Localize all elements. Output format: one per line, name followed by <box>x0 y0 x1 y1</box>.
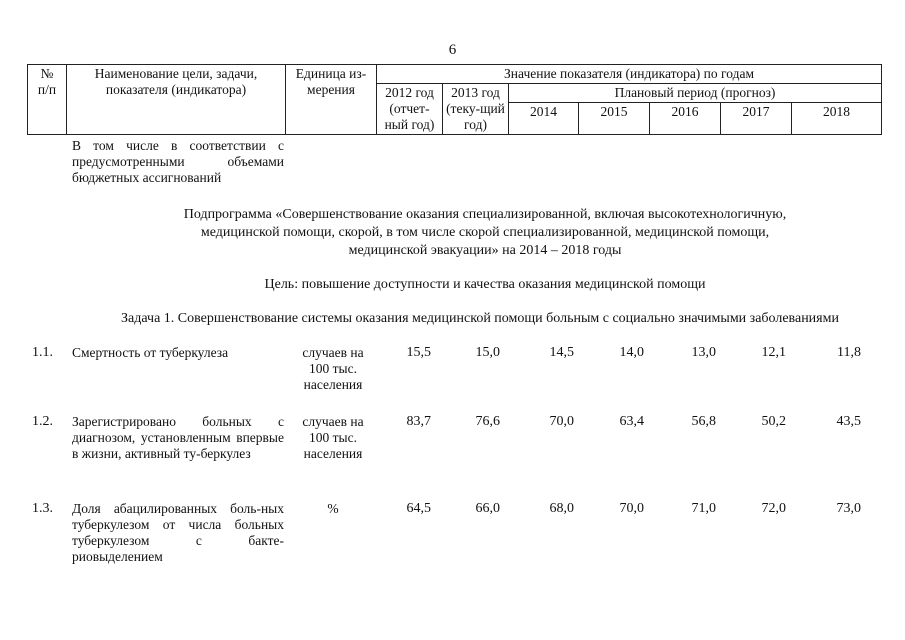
value-2018: 11,8 <box>837 345 861 360</box>
header-year-2018: 2018 <box>792 103 882 135</box>
value-2017: 50,2 <box>761 414 786 429</box>
value-2017: 72,0 <box>761 501 786 516</box>
subprogram-title-line3: медицинской эвакуации» на 2014 – 2018 годы <box>348 243 622 258</box>
header-year-2015: 2015 <box>579 103 650 135</box>
value-2015: 70,0 <box>619 501 644 516</box>
header-num-abbrev: п/п <box>37 82 57 97</box>
indicator-unit: случаев на 100 тыс. населения <box>302 345 364 392</box>
header-year-2014: 2014 <box>509 103 579 135</box>
value-2014: 70,0 <box>549 414 574 429</box>
indicator-unit: случаев на 100 тыс. населения <box>302 414 364 461</box>
header-plan-period: Плановый период (прогноз) <box>509 84 882 103</box>
value-2012: 15,5 <box>406 345 431 360</box>
indicator-name: Доля абацилированных боль-ных туберкулезом от числа больных туберкулезом с бакте-риовыделением <box>72 501 284 564</box>
intro-text: В том числе в соответствии с предусмотренными объемами бюджетных ассигнований <box>72 138 284 185</box>
row-number: 1.2. <box>32 414 53 429</box>
value-2016: 56,8 <box>691 414 716 429</box>
value-2014: 14,5 <box>549 345 574 360</box>
indicator-table-header <box>27 64 882 135</box>
value-2015: 63,4 <box>619 414 644 429</box>
value-2014: 68,0 <box>549 501 574 516</box>
indicator-name: Смертность от туберкулеза <box>72 345 229 360</box>
value-2013: 15,0 <box>475 345 500 360</box>
row-number: 1.3. <box>32 501 53 516</box>
header-name-cell: Наименование цели, задачи, показателя (индикатора) <box>67 65 286 135</box>
page-number: 6 <box>448 42 457 58</box>
value-2013: 66,0 <box>475 501 500 516</box>
value-2016: 13,0 <box>691 345 716 360</box>
value-2012: 83,7 <box>406 414 431 429</box>
subprogram-title-line1: Подпрограмма «Совершенствование оказания специализированной, включая высокотехнологичную, <box>183 207 787 222</box>
header-year-2017: 2017 <box>721 103 792 135</box>
value-2018: 43,5 <box>836 414 861 429</box>
header-num-symbol: № <box>40 66 54 81</box>
header-year-2012: 2012 год (отчет-ный год) <box>377 84 443 135</box>
indicator-name: Зарегистрировано больных с диагнозом, установленным впервые в жизни, активный ту-беркулез <box>72 414 284 461</box>
value-2018: 73,0 <box>836 501 861 516</box>
row-number: 1.1. <box>32 345 53 360</box>
indicator-unit: % <box>327 501 339 516</box>
value-2015: 14,0 <box>619 345 644 360</box>
header-unit-cell: Единица из-мерения <box>286 65 377 135</box>
task-title: Задача 1. Совершенствование системы оказания медицинской помощи больным с социально значимыми заболеваниями <box>121 311 839 326</box>
goal-title: Цель: повышение доступности и качества оказания медицинской помощи <box>264 277 706 292</box>
value-2017: 12,1 <box>761 345 786 360</box>
header-year-2013: 2013 год (теку-щий год) <box>443 84 509 135</box>
value-2016: 71,0 <box>691 501 716 516</box>
value-2012: 64,5 <box>406 501 431 516</box>
header-values-cell: Значение показателя (индикатора) по годам <box>377 65 882 84</box>
header-year-2016: 2016 <box>650 103 721 135</box>
subprogram-title-line2: медицинской помощи, скорой, в том числе скорой специализированной, медицинской помощи, <box>200 225 770 240</box>
header-num-cell <box>28 65 67 135</box>
value-2013: 76,6 <box>475 414 500 429</box>
